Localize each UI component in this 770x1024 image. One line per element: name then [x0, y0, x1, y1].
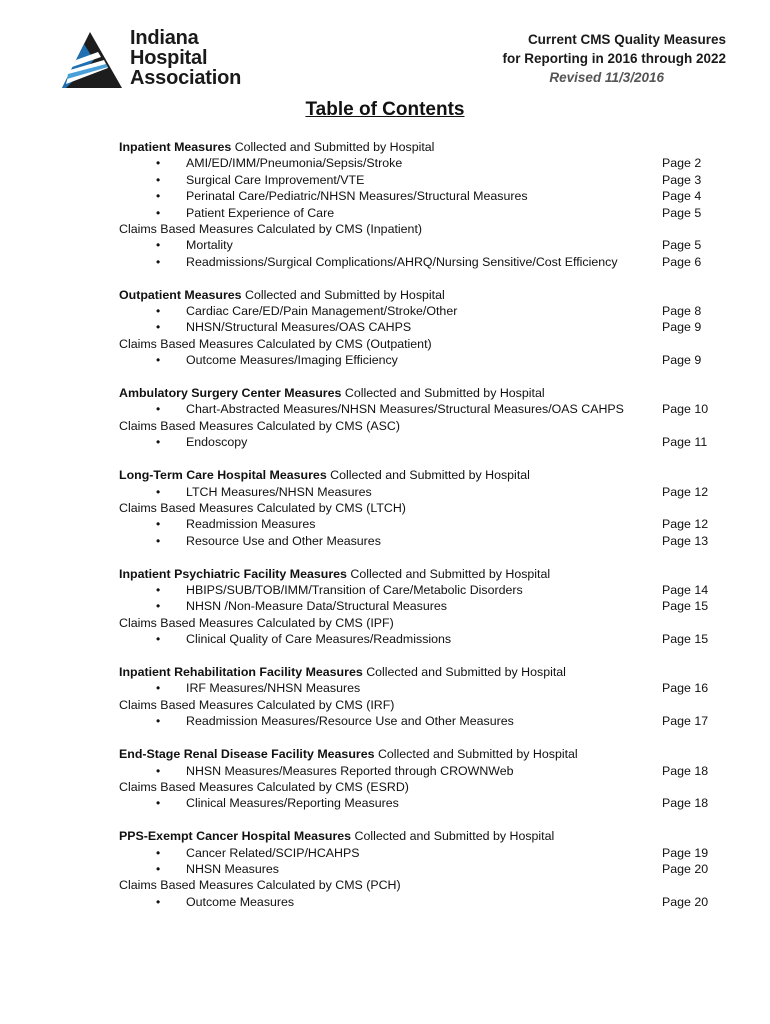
- toc-entry-label: HBIPS/SUB/TOB/IMM/Transition of Care/Metabolic Disorders: [186, 582, 523, 597]
- toc-entry-page: Page 3: [662, 172, 702, 187]
- toc-section: [119, 139, 719, 270]
- revised-date: Revised 11/3/2016: [549, 70, 664, 85]
- toc-section: [119, 385, 719, 451]
- toc-entry[interactable]: [119, 155, 719, 171]
- toc-entry-page: Page 11: [662, 435, 708, 450]
- toc-entry[interactable]: [119, 237, 719, 253]
- toc-entry[interactable]: [119, 845, 719, 861]
- claims-subheading: Claims Based Measures Calculated by CMS (IRF): [119, 697, 395, 712]
- toc-entry[interactable]: [119, 188, 719, 204]
- section-heading-bold: Inpatient Measures: [119, 140, 232, 154]
- section-heading-bold: Long-Term Care Hospital Measures: [119, 468, 327, 483]
- toc-entry[interactable]: [119, 713, 719, 729]
- toc-entry[interactable]: [119, 582, 719, 598]
- page-title: Table of Contents: [305, 99, 465, 120]
- section-heading: [119, 746, 719, 762]
- section-heading-bold: PPS-Exempt Cancer Hospital Measures: [119, 829, 352, 844]
- section-heading-rest: Collected and Submitted by Hospital: [346, 566, 551, 581]
- toc-entry[interactable]: [119, 763, 719, 779]
- section-heading-bold: End-Stage Renal Disease Facility Measures: [119, 747, 375, 762]
- logo-line-1: Indiana: [130, 27, 199, 49]
- toc-section: [119, 566, 719, 648]
- toc-entry-page: Page 19: [662, 845, 709, 860]
- claims-subheading: Claims Based Measures Calculated by CMS (ESRD): [119, 779, 409, 794]
- toc-entry[interactable]: [119, 598, 719, 614]
- section-heading: [119, 664, 719, 680]
- bullet-icon: •: [156, 599, 161, 614]
- bullet-icon: •: [156, 484, 161, 499]
- section-heading: [119, 566, 719, 582]
- toc-entry-label: Clinical Quality of Care Measures/Readmissions: [186, 632, 452, 647]
- toc-entry-label: Surgical Care Improvement/VTE: [186, 172, 365, 187]
- bullet-icon: •: [156, 435, 161, 450]
- bullet-icon: •: [156, 402, 161, 417]
- section-heading-rest: Collected and Submitted by Hospital: [351, 829, 555, 844]
- section-heading-rest: Collected and Submitted by Hospital: [231, 140, 435, 154]
- section-heading: [119, 139, 719, 155]
- section-heading-rest: Collected and Submitted by Hospital: [341, 386, 545, 401]
- bullet-icon: •: [156, 533, 161, 548]
- toc-entry[interactable]: [119, 484, 719, 500]
- toc-entry-label: Cancer Related/SCIP/HCAHPS: [186, 845, 360, 860]
- bullet-icon: •: [156, 796, 161, 811]
- toc-entry[interactable]: [119, 533, 719, 549]
- bullet-icon: •: [156, 238, 161, 253]
- section-heading: [119, 385, 719, 401]
- toc-entry-label: Chart-Abstracted Measures/NHSN Measures/Structural Measures/OAS CAHPS: [186, 402, 624, 417]
- section-heading-rest: Collected and Submitted by Hospital: [362, 665, 566, 680]
- toc-entry-page: Page 17: [662, 714, 709, 729]
- bullet-icon: •: [156, 517, 161, 532]
- toc-entry-label: Outcome Measures/Imaging Efficiency: [186, 353, 398, 368]
- toc-entry-page: Page 16: [662, 681, 709, 696]
- bullet-icon: •: [156, 763, 161, 778]
- toc-entry-page: Page 20: [662, 861, 709, 876]
- section-heading-bold: Outpatient Measures: [119, 287, 242, 302]
- toc-entry-page: Page 4: [662, 189, 702, 204]
- iha-logo-icon: [60, 30, 124, 90]
- toc-entry-page: Page 9: [662, 320, 702, 335]
- toc-entry-label: NHSN /Non-Measure Data/Structural Measures: [186, 599, 447, 614]
- toc-entry-label: Readmission Measures/Resource Use and Other Measures: [186, 714, 514, 729]
- toc-entry[interactable]: [119, 319, 719, 335]
- toc-entry-page: Page 12: [662, 517, 709, 532]
- toc-section: [119, 287, 719, 369]
- bullet-icon: •: [156, 681, 161, 696]
- toc-entry-page: Page 14: [662, 582, 709, 597]
- bullet-icon: •: [156, 320, 161, 335]
- toc-entry-page: Page 15: [662, 632, 709, 647]
- toc-entry-page: Page 12: [662, 484, 709, 499]
- toc-entry-label: IRF Measures/NHSN Measures: [186, 681, 361, 696]
- bullet-icon: •: [156, 189, 161, 204]
- toc-entry-page: Page 5: [662, 238, 702, 253]
- section-heading-bold: Inpatient Rehabilitation Facility Measures: [119, 665, 363, 680]
- bullet-icon: •: [156, 714, 161, 729]
- bullet-icon: •: [156, 156, 161, 171]
- toc-entry-label: Mortality: [186, 238, 233, 253]
- section-heading-rest: Collected and Submitted by Hospital: [241, 287, 445, 302]
- toc-section: [119, 828, 719, 910]
- logo-line-2: Hospital: [130, 47, 208, 69]
- toc-entry[interactable]: [119, 172, 719, 188]
- section-heading-bold: Ambulatory Surgery Center Measures: [119, 386, 342, 401]
- toc-entry-page: Page 18: [662, 796, 709, 811]
- claims-subheading: Claims Based Measures Calculated by CMS (LTCH): [119, 500, 406, 515]
- section-heading-rest: Collected and Submitted by Hospital: [326, 468, 530, 483]
- toc-section: [119, 746, 719, 812]
- toc-entry[interactable]: [119, 680, 719, 696]
- claims-subheading: Claims Based Measures Calculated by CMS (ASC): [119, 418, 400, 433]
- toc-entry-page: Page 8: [662, 304, 702, 319]
- toc-entry[interactable]: [119, 352, 719, 368]
- toc-entry-label: AMI/ED/IMM/Pneumonia/Sepsis/Stroke: [186, 156, 403, 171]
- toc-entry-label: Resource Use and Other Measures: [186, 533, 381, 548]
- bullet-icon: •: [156, 172, 161, 187]
- toc-section: [119, 664, 719, 730]
- toc-entry-label: Cardiac Care/ED/Pain Management/Stroke/Other: [186, 304, 458, 319]
- section-heading-rest: Collected and Submitted by Hospital: [374, 747, 578, 762]
- toc-entry[interactable]: [119, 303, 719, 319]
- toc-entry[interactable]: [119, 894, 719, 910]
- table-of-contents: [119, 139, 719, 927]
- toc-entry[interactable]: [119, 254, 719, 270]
- logo-wordmark: [130, 28, 241, 88]
- toc-entry-page: Page 18: [662, 763, 709, 778]
- toc-entry-label: Readmission Measures: [186, 517, 316, 532]
- toc-entry-label: NHSN Measures: [186, 861, 279, 876]
- claims-subheading: Claims Based Measures Calculated by CMS (Inpatient): [119, 221, 423, 236]
- toc-entry[interactable]: [119, 631, 719, 647]
- toc-entry-page: Page 2: [662, 156, 702, 171]
- toc-entry-page: Page 10: [662, 402, 709, 417]
- toc-entry[interactable]: [119, 516, 719, 532]
- toc-entry-page: Page 6: [662, 254, 702, 269]
- toc-entry[interactable]: [119, 401, 719, 417]
- bullet-icon: •: [156, 205, 161, 220]
- bullet-icon: •: [156, 845, 161, 860]
- header-line-2: for Reporting in 2016 through 2022: [502, 51, 726, 66]
- bullet-icon: •: [156, 861, 161, 876]
- bullet-icon: •: [156, 632, 161, 647]
- section-heading: [119, 287, 719, 303]
- section-heading: [119, 828, 719, 844]
- claims-subheading: Claims Based Measures Calculated by CMS (Outpatient): [119, 336, 432, 351]
- toc-entry-page: Page 15: [662, 599, 709, 614]
- toc-entry[interactable]: [119, 434, 719, 450]
- toc-entry[interactable]: [119, 205, 719, 221]
- toc-entry[interactable]: [119, 861, 719, 877]
- section-heading-bold: Inpatient Psychiatric Facility Measures: [119, 566, 347, 581]
- bullet-icon: •: [156, 582, 161, 597]
- document-header: [502, 30, 726, 87]
- toc-entry-label: NHSN Measures/Measures Reported through CROWNWeb: [186, 763, 514, 778]
- toc-section: [119, 467, 719, 549]
- logo-line-3: Association: [130, 67, 242, 89]
- logo: [60, 28, 250, 92]
- toc-entry-label: NHSN/Structural Measures/OAS CAHPS: [186, 320, 412, 335]
- toc-entry-label: Clinical Measures/Reporting Measures: [186, 796, 399, 811]
- toc-entry-page: Page 5: [662, 205, 702, 220]
- claims-subheading: Claims Based Measures Calculated by CMS (IPF): [119, 615, 394, 630]
- toc-entry-label: Patient Experience of Care: [186, 205, 335, 220]
- toc-entry[interactable]: [119, 795, 719, 811]
- toc-entry-label: Readmissions/Surgical Complications/AHRQ/Nursing Sensitive/Cost Efficiency: [186, 254, 618, 269]
- bullet-icon: •: [156, 304, 161, 319]
- toc-entry-page: Page 20: [662, 894, 709, 909]
- section-heading: [119, 467, 719, 483]
- bullet-icon: •: [156, 254, 161, 269]
- header-line-1: Current CMS Quality Measures: [527, 32, 726, 47]
- bullet-icon: •: [156, 353, 161, 368]
- bullet-icon: •: [156, 894, 161, 909]
- toc-entry-label: Endoscopy: [186, 435, 248, 450]
- toc-entry-page: Page 9: [662, 353, 702, 368]
- toc-entry-label: Perinatal Care/Pediatric/NHSN Measures/Structural Measures: [186, 189, 528, 204]
- claims-subheading: Claims Based Measures Calculated by CMS (PCH): [119, 878, 401, 893]
- toc-entry-label: Outcome Measures: [186, 894, 295, 909]
- toc-entry-page: Page 13: [662, 533, 709, 548]
- toc-entry-label: LTCH Measures/NHSN Measures: [186, 484, 372, 499]
